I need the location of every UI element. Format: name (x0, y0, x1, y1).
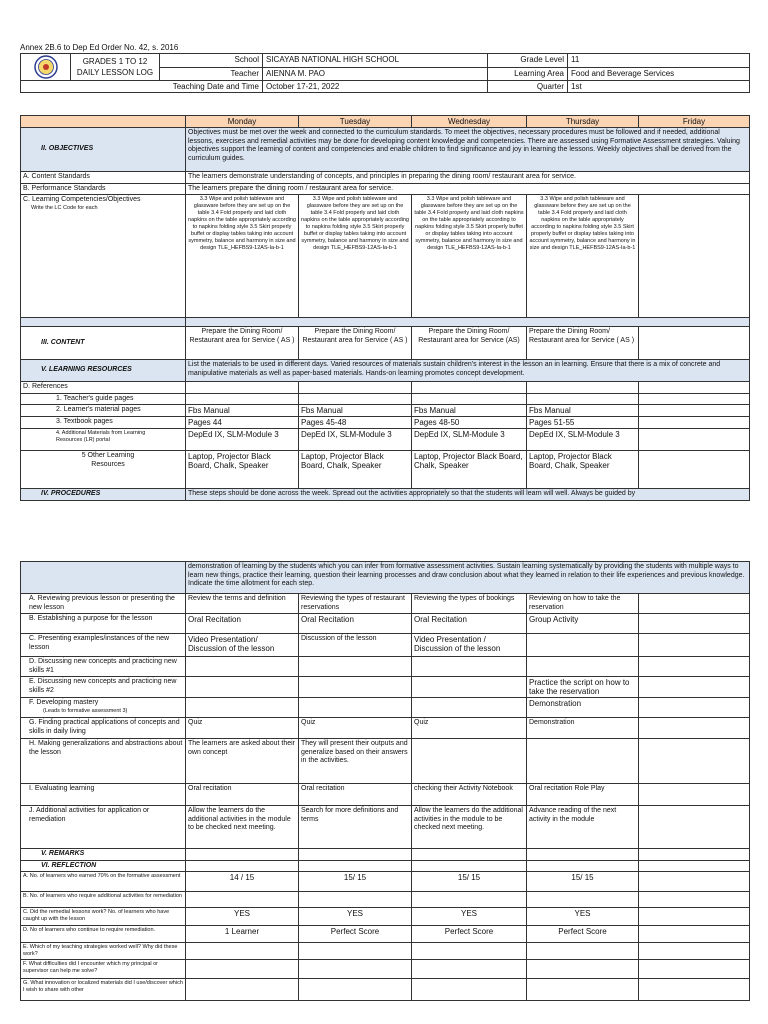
reflection-d-wednesday: Perfect Score (412, 926, 527, 943)
other-thursday: Laptop, Projector Black Board, Chalk, Speaker (527, 451, 639, 489)
day-wednesday: Wednesday (412, 116, 527, 128)
quarter-label: Quarter (488, 81, 568, 93)
reflection-a-monday: 14 / 15 (186, 872, 299, 892)
step-j-wednesday: Allow the learners do the additional activities in the module to be checked next meeting. (412, 806, 527, 849)
step-f-wednesday (412, 698, 527, 718)
additional-thursday: DepEd IX, SLM-Module 3 (527, 429, 639, 451)
content-monday: Prepare the Dining Room/ Restaurant area for Service ( AS ) (186, 327, 299, 360)
textbook-wednesday: Pages 48-50 (412, 417, 527, 429)
step-f-thursday: Demonstration (527, 698, 639, 718)
learners-material-wednesday: Fbs Manual (412, 405, 527, 417)
competency-wednesday: 3.3 Wipe and polish tableware and glassware before they are set up on the table 3.4 Fold properly and laid cloth napkins on the table appropriately according to napkins folding style 3.5 Skirt properly buffet or display tables taking into account symmetry, balance and harmony in size and design TLE_HEFBS9-12AS-Ia-b-1 (412, 195, 527, 318)
teacher-label: Teacher (160, 67, 263, 81)
content-standards-text: The learners demonstrate understanding of concepts, and principles in preparing the dining room/ restaurant area for service. (186, 172, 750, 184)
performance-standards-text: The learners prepare the dining room / restaurant area for service. (186, 183, 750, 195)
step-c-monday: Video Presentation/ Discussion of the lesson (186, 634, 299, 657)
learners-material-tuesday: Fbs Manual (299, 405, 412, 417)
area-label: Learning Area (488, 67, 568, 81)
grade-label: Grade Level (488, 54, 568, 68)
content-tuesday: Prepare the Dining Room/ Restaurant area for Service ( AS ) (299, 327, 412, 360)
deped-seal-cell (21, 54, 71, 81)
step-b-monday: Oral Recitation (186, 614, 299, 634)
header-table (20, 53, 750, 93)
additional-wednesday: DepEd IX, SLM-Module 3 (412, 429, 527, 451)
textbook-thursday: Pages 51-55 (527, 417, 639, 429)
step-a-tuesday: Reviewing the types of restaurant reservations (299, 594, 412, 614)
day-friday: Friday (639, 116, 750, 128)
step-g-monday: Quiz (186, 718, 299, 739)
step-f-tuesday (299, 698, 412, 718)
step-b-wednesday: Oral Recitation (412, 614, 527, 634)
teacher-value: AIENNA M. PAO (263, 67, 488, 81)
remarks-label: V. REMARKS (21, 849, 186, 861)
step-i-tuesday: Oral recitation (299, 784, 412, 806)
textbook-tuesday: Pages 45-48 (299, 417, 412, 429)
additional-materials-label: 4. Additional Materials from Learning Resources (LR) portal (21, 429, 186, 451)
reflection-a-wednesday: 15/ 15 (412, 872, 527, 892)
other-tuesday: Laptop, Projector Black Board, Chalk, Speaker (299, 451, 412, 489)
step-a-label: Reviewing previous lesson or presenting the new lesson (29, 595, 175, 611)
step-i-wednesday: checking their Activity Notebook (412, 784, 527, 806)
step-c-thursday (527, 634, 639, 657)
step-d-label: Discussing new concepts and practicing new skills #1 (29, 658, 177, 674)
procedures-label: IV. PROCEDURES (21, 489, 186, 501)
lesson-log-table-1 (20, 115, 750, 501)
step-f-monday (186, 698, 299, 718)
competency-thursday: 3.3 Wipe and polish tableware and glassware before they are set up on the table 3.4 Fold properly and laid cloth napkins on the table appropriately according to napkins folding style 3.5 Skirt properly buffet or display tables taking into account symmetry, balance and harmony in size and design TLE_HEFBS9-12AS-Ia-b-1 (527, 195, 639, 318)
other-monday: Laptop, Projector Black Board, Chalk, Speaker (186, 451, 299, 489)
area-value: Food and Beverage Services (568, 67, 750, 81)
reflection-d-thursday: Perfect Score (527, 926, 639, 943)
header-title-1: GRADES 1 TO 12 (82, 57, 148, 66)
reflection-g-label: G. What innovation or localized materials did I use/discover which I wish to share with other (21, 979, 186, 1001)
reflection-a-thursday: 15/ 15 (527, 872, 639, 892)
procedures-text: These steps should be done across the week. Spread out the activities appropriately so that the students will learn will well. Always be guided by (186, 489, 750, 501)
grade-value: 11 (568, 54, 750, 68)
objectives-text: Objectives must be met over the week and connected to the curriculum standards. To meet the objectives, necessary procedures must be followed and if needed, additional lessons, exercises and remedial activities may be done for developing content knowledge and competencies. There are assessed using Formative Assessment strategies. Valuing objectives support the learning of content and competencies and enable children to find significance and joy in learning the lessons. Weekly objectives shall be derived from the curriculum guides. (186, 128, 750, 172)
step-g-tuesday: Quiz (299, 718, 412, 739)
textbook-monday: Pages 44 (186, 417, 299, 429)
other-wednesday: Laptop, Projector Black Board, Chalk, Speaker (412, 451, 527, 489)
reflection-a-label: A. No. of learners who earned 70% on the formative assessment (21, 872, 186, 892)
step-e-wednesday (412, 677, 527, 698)
reflection-c-thursday: YES (527, 908, 639, 926)
objectives-label: II. OBJECTIVES (21, 128, 186, 172)
step-c-label: Presenting examples/instances of the new lesson (29, 635, 170, 651)
step-g-thursday: Demonstration (527, 718, 639, 739)
step-c-tuesday: Discussion of the lesson (299, 634, 412, 657)
learners-material-monday: Fbs Manual (186, 405, 299, 417)
day-tuesday: Tuesday (299, 116, 412, 128)
step-e-tuesday (299, 677, 412, 698)
step-b-label: Establishing a purpose for the lesson (37, 615, 153, 622)
step-h-monday: The learners are asked about their own concept (186, 739, 299, 784)
step-a-monday: Review the terms and definition (186, 594, 299, 614)
step-f-sub: (Leads to formative assessment 3) (43, 707, 128, 714)
content-thursday: Prepare the Dining Room/ Restaurant area for Service ( AS ) (527, 327, 639, 360)
step-i-label: Evaluating learning (34, 785, 95, 792)
step-h-wednesday (412, 739, 527, 784)
competencies-sub: Write the LC Code for each (31, 204, 98, 211)
step-b-tuesday: Oral Recitation (299, 614, 412, 634)
step-g-wednesday: Quiz (412, 718, 527, 739)
reflection-d-monday: 1 Learner (186, 926, 299, 943)
date-label: Teaching Date and Time (21, 81, 263, 93)
step-g-label: Finding practical applications of concepts and skills in daily living (29, 719, 180, 735)
competency-tuesday: 3.3 Wipe and polish tableware and glassware before they are set up on the table 3.4 Fold properly and laid cloth napkins on the table appropriately according to napkins folding style 3.5 Skirt properly buffet or display tables taking into account symmetry, balance and harmony in size and design TLE_HEFBS9-12AS-Ia-b-1 (299, 195, 412, 318)
lesson-log-table-2: demonstration of learning by the students which you can infer from formative assessment activities. Sustain learning systematically by providing the students with multiple ways to learn new things, practice their learning, question their learning processes and draw conclusion about what they learned in relation to their life experiences and previous knowledge. Indicate the time allotment for each step. A. Reviewing previous lesson or presenting the new lesson Review the terms and definition Reviewing the types of restaurant reservations Reviewing the types of bookings Reviewing on how to take the reservation B. Establishing a purpose for the lesson Oral Recitation Oral Recitation Oral Recitation Group Activity C. Presenting examples/instances of the new lesson Video Presentation/ Discussion of the lesson Discussion of the lesson Video Presentation / Discussion of the lesson D. Discussing new concepts and practicing new skills #1 E. Discussing new concepts and practicing new skills #2 Practice the script on how to take the reservation F. Developing mastery (Leads to formative assessment 3) Demonstration G. Finding practical applications of concepts and skills in daily living Quiz Quiz Quiz Demonstration H. Making generalizations and abstractions about the lesson The learners are asked about their own concept They will present their outputs and generalize based on their answers in the activities. I. Evaluating learning Oral recitation Oral recitation checking their Activity Notebook Oral recitation Role Play J. Additional activities for application or remediation Allow the learners do the additional activities in the module to be checked next meeting. Search for more definitions and terms Allow the learners do the additional activities in the module to be checked next meeting. Advance reading of the next activity in the module V. REMARKS VI. REFLECTION A. No. of learners who earned 70% on the formative assessment 14 / 15 15/ 15 15/ 15 15/ 15 B. No. of learners who require additional activities for remediation C. Did the remedial lessons work? No. of learners who have caught up with the lesson YES YES YES YES D. No of learners who continue to require remediation. 1 Learner Perfect Score Perfect Score Perfect Score E. Which of my teaching strategies worked well? Why did these work? F. What difficulties did I encounter which my principal or supervisor can help me solve? G. What innovation or localized materials did I use/discover which I wish to share with other (20, 561, 750, 1001)
school-value: SICAYAB NATIONAL HIGH SCHOOL (263, 54, 488, 68)
content-label: III. CONTENT (21, 327, 186, 360)
step-a-wednesday: Reviewing the types of bookings (412, 594, 527, 614)
quarter-value: 1st (568, 81, 750, 93)
reflection-c-wednesday: YES (412, 908, 527, 926)
additional-monday: DepEd IX, SLM-Module 3 (186, 429, 299, 451)
references-label: D. References (21, 382, 186, 394)
step-d-monday (186, 657, 299, 677)
learning-resources-text: List the materials to be used in different days. Varied resources of materials sustain children's interest in the lesson an in learning. Ensure that there is a mix of concrete and manipulative materials as well as paper-based materials. Hands-on learning promotes concept development. (186, 360, 750, 382)
performance-standards-label: B. Performance Standards (21, 183, 186, 195)
step-i-thursday: Oral recitation Role Play (527, 784, 639, 806)
header-title-2: DAILY LESSON LOG (76, 68, 154, 77)
step-j-thursday: Advance reading of the next activity in the module (527, 806, 639, 849)
competencies-label: C. Learning Competencies/Objectives (23, 196, 141, 203)
step-a-thursday: Reviewing on how to take the reservation (527, 594, 639, 614)
reflection-c-monday: YES (186, 908, 299, 926)
other-resources-label: 5 Other Learning Resources (21, 451, 186, 489)
step-h-label: Making generalizations and abstractions about the lesson (29, 740, 183, 756)
procedures-text-cont: demonstration of learning by the students which you can infer from formative assessment activities. Sustain learning systematically by providing the students with multiple ways to learn new things, practice their learning, question their learning processes and draw conclusion about what they learned in relation to their life experiences and previous knowledge. Indicate the time allotment for each step. (186, 562, 750, 594)
step-j-label: Additional activities for application or remediation (29, 807, 150, 823)
step-h-thursday (527, 739, 639, 784)
step-e-monday (186, 677, 299, 698)
deped-seal-icon (34, 55, 58, 79)
annex-label: Annex 2B.6 to Dep Ed Order No. 42, s. 2016 (20, 43, 179, 52)
reflection-b-label: B. No. of learners who require additional activities for remediation (21, 892, 186, 908)
step-e-label: Discussing new concepts and practicing new skills #2 (29, 678, 177, 694)
step-d-tuesday (299, 657, 412, 677)
step-b-thursday: Group Activity (527, 614, 639, 634)
competency-monday: 3.3 Wipe and polish tableware and glassware before they are set up on the table 3.4 Fold properly and laid cloth napkins on the table appropriately according to napkins folding style 3.5 Skirt properly buffet or display tables taking into account symmetry, balance and harmony in size and design TLE_HEFBS9-12AS-Ia-b-1 (186, 195, 299, 318)
reflection-f-label: F. What difficulties did I encounter which my principal or supervisor can help me solve? (21, 960, 186, 979)
reflection-d-label: D. No of learners who continue to require remediation. (21, 926, 186, 943)
day-monday: Monday (186, 116, 299, 128)
reflection-e-label: E. Which of my teaching strategies worked well? Why did these work? (21, 943, 186, 960)
teachers-guide-label: 1. Teacher's guide pages (21, 393, 186, 405)
step-c-wednesday: Video Presentation / Discussion of the lesson (412, 634, 527, 657)
learners-material-label: 2. Learner's material pages (21, 405, 186, 417)
step-d-thursday (527, 657, 639, 677)
textbook-label: 3. Textbook pages (21, 417, 186, 429)
school-label: School (160, 54, 263, 68)
step-j-tuesday: Search for more definitions and terms (299, 806, 412, 849)
content-wednesday: Prepare the Dining Room/ Restaurant area for Service (AS) (412, 327, 527, 360)
reflection-d-tuesday: Perfect Score (299, 926, 412, 943)
step-e-thursday: Practice the script on how to take the reservation (527, 677, 639, 698)
learners-material-thursday: Fbs Manual (527, 405, 639, 417)
additional-tuesday: DepEd IX, SLM-Module 3 (299, 429, 412, 451)
learning-resources-label: V. LEARNING RESOURCES (21, 360, 186, 382)
content-standards-label: A. Content Standards (21, 172, 186, 184)
step-i-monday: Oral recitation (186, 784, 299, 806)
reflection-a-tuesday: 15/ 15 (299, 872, 412, 892)
day-thursday: Thursday (527, 116, 639, 128)
step-f-label: Developing mastery (36, 699, 99, 706)
step-j-monday: Allow the learners do the additional activities in the module to be checked next meeting. (186, 806, 299, 849)
step-h-tuesday: They will present their outputs and generalize based on their answers in the activities. (299, 739, 412, 784)
reflection-c-label: C. Did the remedial lessons work? No. of learners who have caught up with the lesson (21, 908, 186, 926)
date-value: October 17-21, 2022 (263, 81, 488, 93)
step-d-wednesday (412, 657, 527, 677)
reflection-label: VI. REFLECTION (21, 860, 186, 872)
reflection-c-tuesday: YES (299, 908, 412, 926)
